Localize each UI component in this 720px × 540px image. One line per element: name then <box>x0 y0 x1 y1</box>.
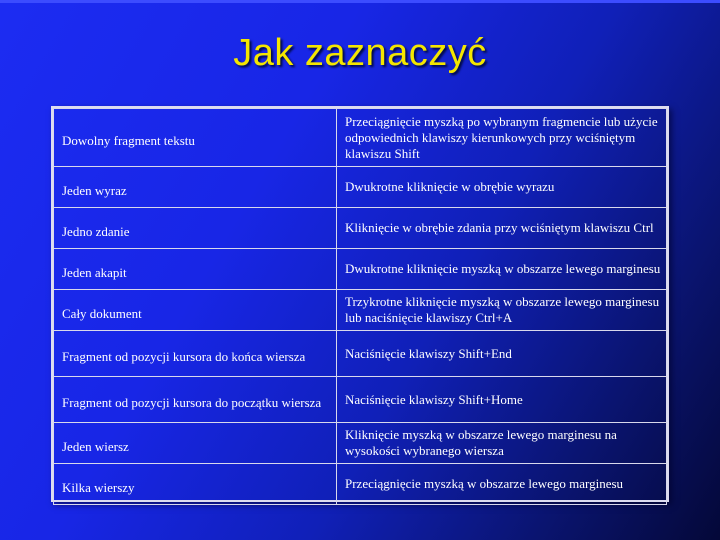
table-row <box>54 290 667 331</box>
selection-target-cell: Fragment od pozycji kursora do końca wiersza <box>54 331 337 377</box>
table-row <box>54 377 667 423</box>
top-accent-line <box>0 0 720 3</box>
selection-method-cell: Przeciągnięcie myszką w obszarze lewego marginesu <box>337 464 667 505</box>
selection-target-cell: Jeden wyraz <box>54 167 337 208</box>
selection-method-cell: Przeciągnięcie myszką po wybranym fragmencie lub użycie odpowiednich klawiszy kierunkowych przy wciśniętym klawiszu Shift <box>337 109 667 167</box>
selection-method-cell: Naciśnięcie klawiszy Shift+End <box>337 331 667 377</box>
table-row <box>54 249 667 290</box>
selection-target-cell: Jedno zdanie <box>54 208 337 249</box>
table-row <box>54 464 667 505</box>
selection-method-cell: Dwukrotne kliknięcie w obrębie wyrazu <box>337 167 667 208</box>
selection-target-cell: Cały dokument <box>54 290 337 331</box>
table-row <box>54 331 667 377</box>
table-row <box>54 109 667 167</box>
selection-target-cell: Kilka wierszy <box>54 464 337 505</box>
selection-target-cell: Fragment od pozycji kursora do początku wiersza <box>54 377 337 423</box>
selection-methods-table <box>51 106 669 502</box>
selection-target-cell: Dowolny fragment tekstu <box>54 109 337 167</box>
selection-method-cell: Trzykrotne kliknięcie myszką w obszarze lewego marginesu lub naciśnięcie klawiszy Ctrl+A <box>337 290 667 331</box>
selection-method-cell: Dwukrotne kliknięcie myszką w obszarze lewego marginesu <box>337 249 667 290</box>
table-row <box>54 167 667 208</box>
selection-target-cell: Jeden wiersz <box>54 423 337 464</box>
selection-target-cell: Jeden akapit <box>54 249 337 290</box>
selection-method-cell: Kliknięcie myszką w obszarze lewego marginesu na wysokości wybranego wiersza <box>337 423 667 464</box>
selection-method-cell: Naciśnięcie klawiszy Shift+Home <box>337 377 667 423</box>
table-row <box>54 208 667 249</box>
selection-method-cell: Kliknięcie w obrębie zdania przy wciśniętym klawiszu Ctrl <box>337 208 667 249</box>
table-row <box>54 423 667 464</box>
slide-title: Jak zaznaczyć <box>233 32 487 74</box>
selection-table <box>53 108 667 505</box>
